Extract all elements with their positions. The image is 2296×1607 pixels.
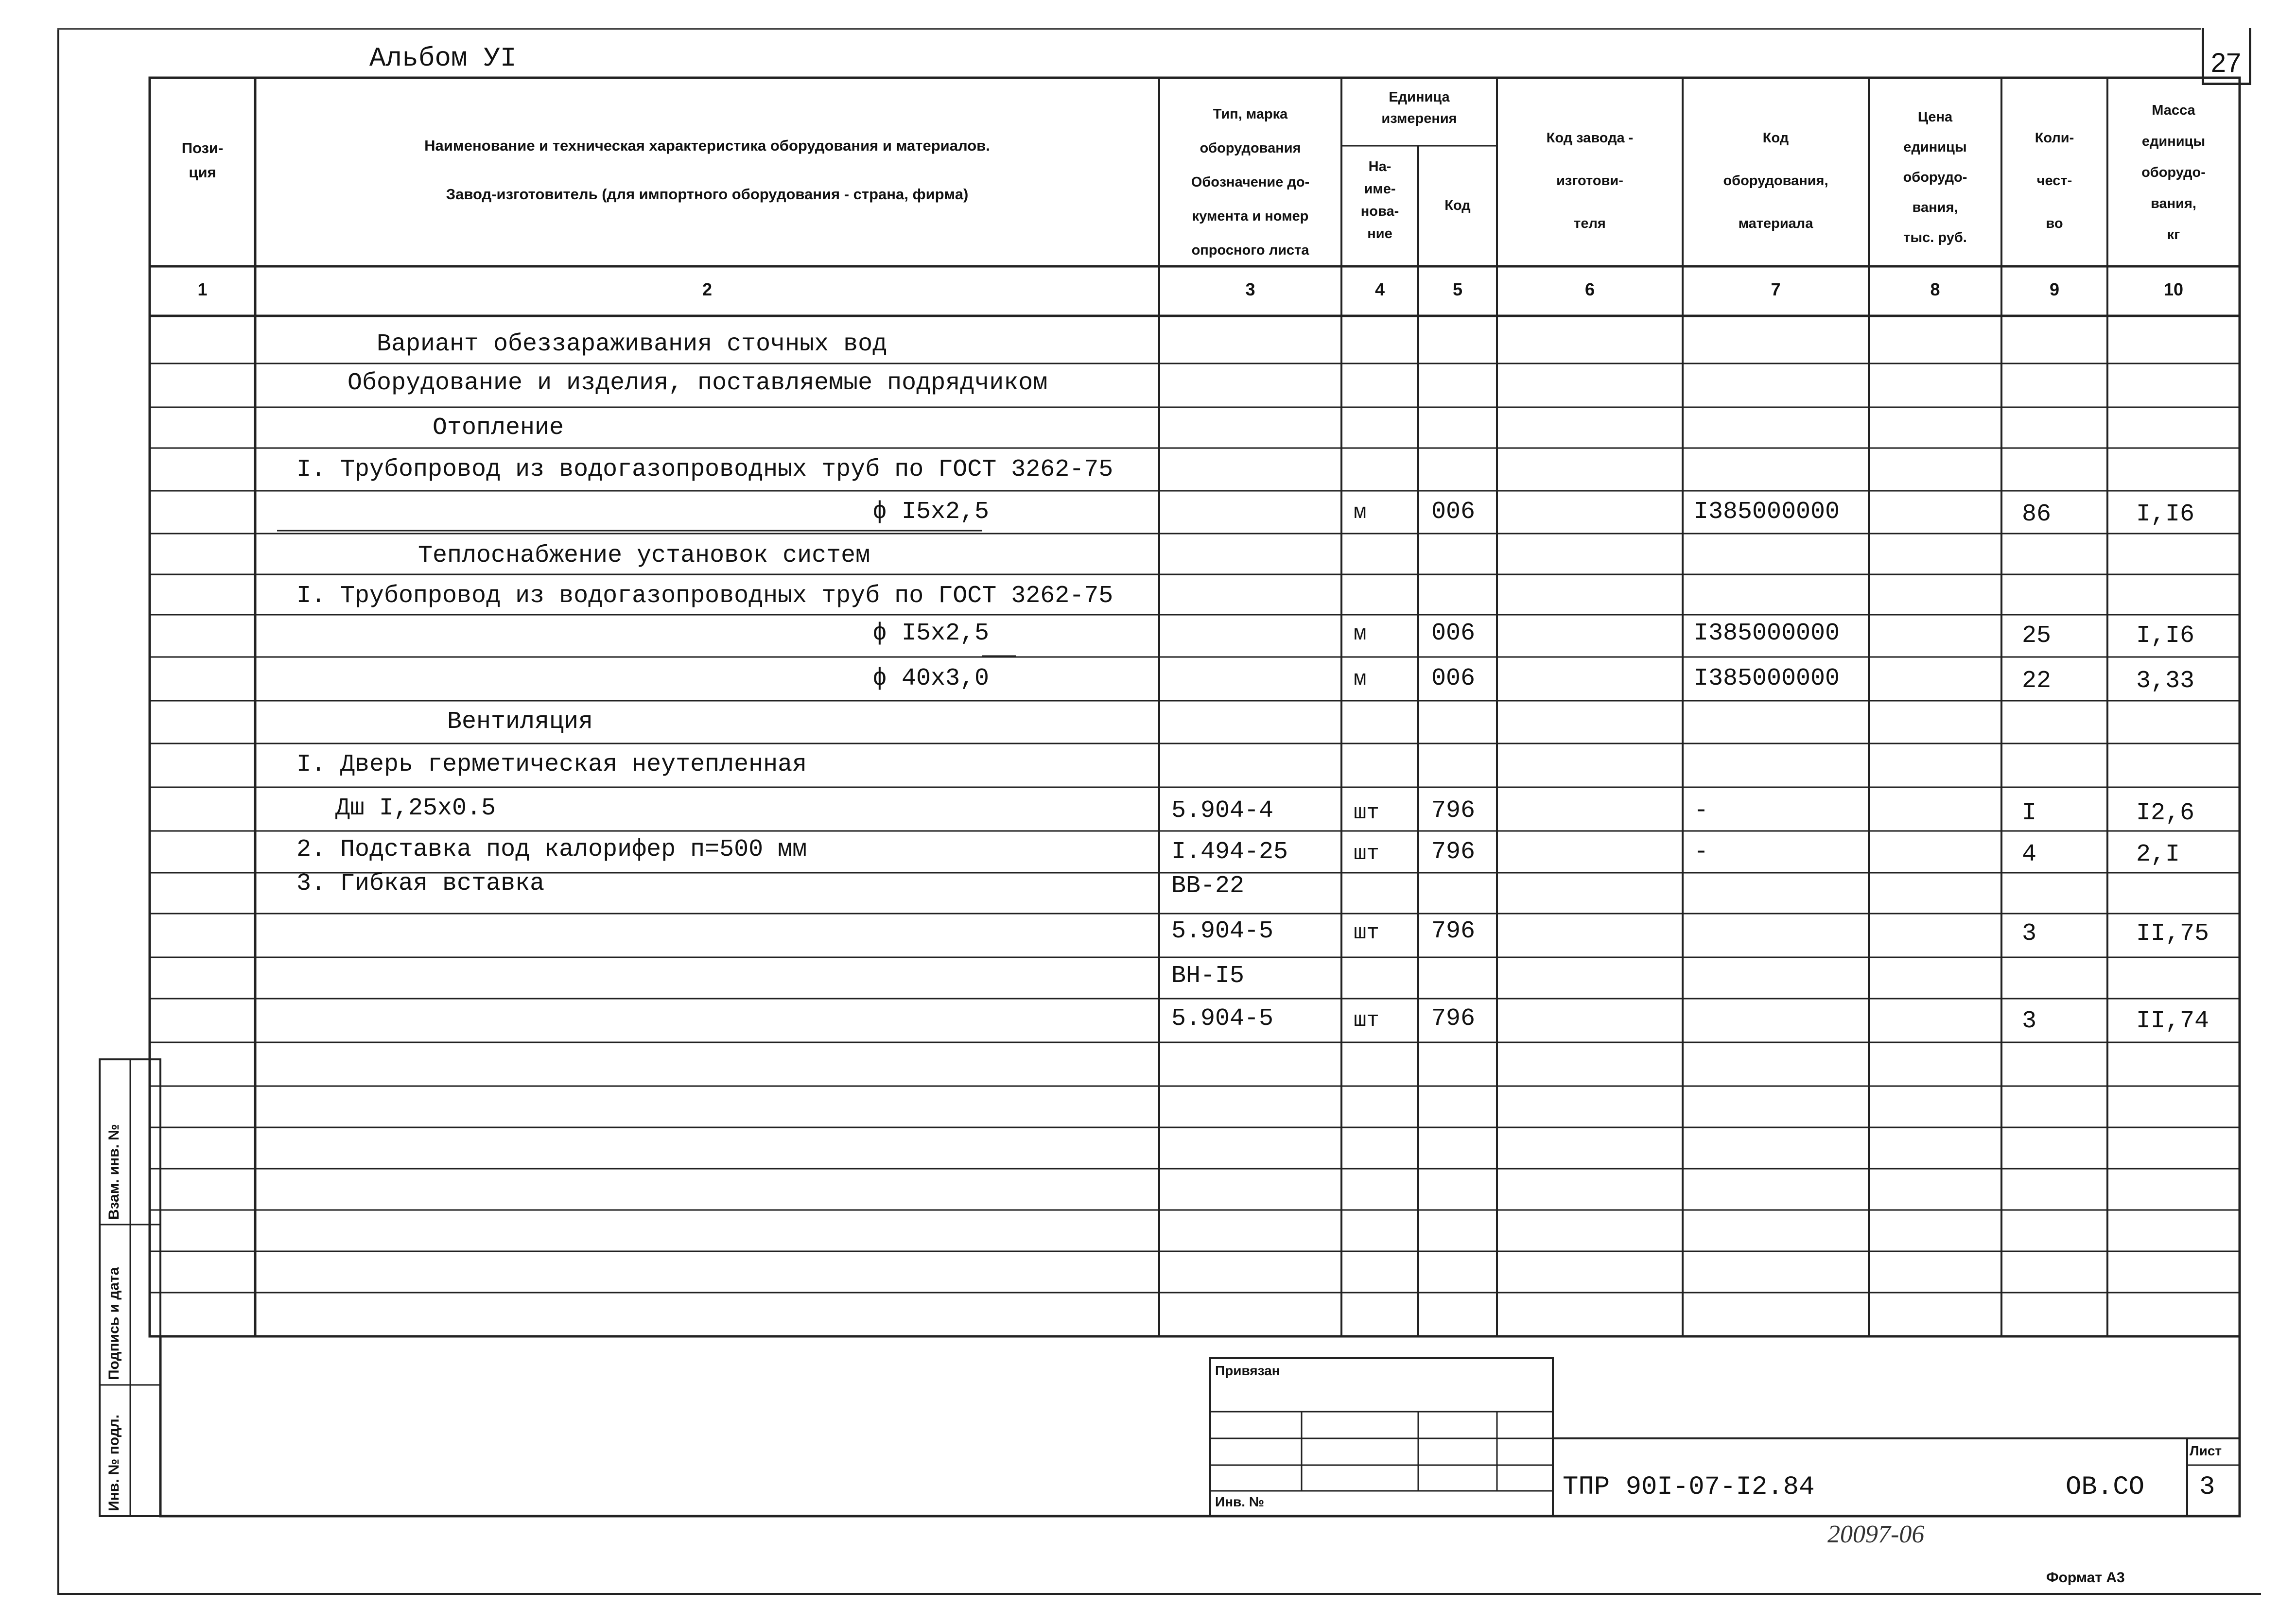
sheet-number: 27 <box>2210 47 2242 78</box>
header-price: Цена единицы оборудо- вания, тыс. руб. <box>1903 109 1967 245</box>
row-name: ϕ 40x3,0 <box>872 665 990 692</box>
column-number: 7 <box>1771 279 1781 299</box>
header-unit-code: Код <box>1444 198 1471 213</box>
header-factory-code: Код завода - изготови- теля <box>1546 130 1634 231</box>
row-qty: 25 <box>2022 622 2052 650</box>
handwritten-number: 20097-06 <box>1827 1521 1925 1548</box>
row-mass: 2,I <box>2136 841 2180 868</box>
row-mass: II,74 <box>2136 1007 2209 1035</box>
row-mass: II,75 <box>2136 920 2209 948</box>
column-number: 2 <box>702 279 713 299</box>
row-mass: 3,33 <box>2136 667 2195 695</box>
row-qty: 4 <box>2022 841 2037 868</box>
header-type: Тип, марка оборудования Обозначение до- кумента и номер опросного листа <box>1191 106 1310 258</box>
column-number: 3 <box>1245 279 1255 299</box>
row-type: ВН-I5 <box>1171 962 1245 990</box>
row-code: I385000000 <box>1694 620 1840 647</box>
header-mass: Масса единицы оборудо- вания, кг <box>2141 103 2206 242</box>
row-unit: шт <box>1354 801 1379 825</box>
row-unit: шт <box>1354 921 1379 945</box>
row-type: 5.904-5 <box>1171 917 1274 945</box>
document-code: ТПР 90I-07-I2.84 <box>1563 1472 1815 1502</box>
row-unit-code: 796 <box>1431 1005 1476 1033</box>
header-unit-name: На- име- нова- ние <box>1360 159 1399 242</box>
row-code: - <box>1694 838 1709 866</box>
header-position: Пози- ция <box>181 139 224 181</box>
row-qty: 22 <box>2022 667 2052 695</box>
sidebar-inv-original: Инв. № подл. <box>106 1414 122 1511</box>
row-unit: шт <box>1354 842 1379 866</box>
row-name: Теплоснабжение установок систем <box>418 542 870 570</box>
row-name: 3. Гибкая вставка <box>296 870 545 898</box>
row-type: 5.904-4 <box>1171 797 1274 825</box>
sheet-value: 3 <box>2199 1472 2215 1502</box>
row-name: 2. Подставка под калорифер п=500 мм <box>296 836 807 864</box>
header-unit-group: Единица измерения <box>1381 89 1457 126</box>
column-number: 4 <box>1374 279 1385 299</box>
row-qty: 86 <box>2022 501 2052 528</box>
column-number: 9 <box>2049 279 2060 299</box>
row-name: I. Дверь герметическая неутепленная <box>296 751 807 778</box>
column-number: 8 <box>1930 279 1940 299</box>
album-title: Альбом УI <box>369 43 517 74</box>
row-unit-code: 796 <box>1431 838 1476 866</box>
row-mass: I,I6 <box>2136 622 2195 650</box>
row-name: Отопление <box>433 414 564 442</box>
row-name: Вариант обеззараживания сточных вод <box>377 330 887 358</box>
stamp-inv-label: Инв. № <box>1215 1494 1265 1509</box>
row-qty: I <box>2022 799 2037 827</box>
row-type: I.494-25 <box>1171 838 1288 866</box>
column-number: 6 <box>1584 279 1595 299</box>
row-unit-code: 006 <box>1431 620 1476 647</box>
row-name: I. Трубопровод из водогазопроводных труб по ГОСТ 3262-75 <box>296 582 1113 610</box>
row-name: ϕ I5x2,5 <box>872 620 990 647</box>
column-number: 1 <box>197 279 208 299</box>
row-qty: 3 <box>2022 920 2037 948</box>
sheet-label: Лист <box>2190 1443 2222 1458</box>
row-code: I385000000 <box>1694 498 1840 526</box>
row-code: I385000000 <box>1694 665 1840 692</box>
document-section: ОВ.СО <box>2066 1472 2145 1502</box>
sidebar-signature-date: Подпись и дата <box>106 1267 122 1380</box>
row-name: Дш I,25x0.5 <box>335 795 496 822</box>
row-type: 5.904-5 <box>1171 1005 1274 1033</box>
row-unit-code: 006 <box>1431 498 1476 526</box>
column-number: 10 <box>2163 279 2184 299</box>
row-unit-code: 006 <box>1431 665 1476 692</box>
row-name: Оборудование и изделия, поставляемые подрядчиком <box>348 369 1048 397</box>
row-mass: I2,6 <box>2136 799 2195 827</box>
row-mass: I,I6 <box>2136 501 2195 528</box>
sidebar-replaced-inv: Взам. инв. № <box>106 1124 122 1220</box>
row-name: I. Трубопровод из водогазопроводных труб по ГОСТ 3262-75 <box>296 456 1113 484</box>
row-unit: м <box>1354 622 1367 646</box>
row-unit: м <box>1354 501 1367 525</box>
row-code: - <box>1694 797 1709 825</box>
header-quantity: Коли- чест- во <box>2035 130 2074 231</box>
row-name: Вентиляция <box>447 708 593 736</box>
row-unit-code: 796 <box>1431 917 1476 945</box>
row-unit: м <box>1354 667 1367 691</box>
row-type: ВВ-22 <box>1171 872 1245 900</box>
header-name: Наименование и техническая характеристика оборудования и материалов. Завод-изготовитель (для импортного оборудования - страна, фирма) <box>424 137 990 203</box>
paper-format: Формат А3 <box>2046 1570 2125 1586</box>
row-unit-code: 796 <box>1431 797 1476 825</box>
row-unit: шт <box>1354 1008 1379 1033</box>
header-equipment-code: Код оборудования, материала <box>1723 130 1828 231</box>
column-number: 5 <box>1452 279 1463 299</box>
stamp-linked-label: Привязан <box>1215 1363 1280 1378</box>
row-qty: 3 <box>2022 1007 2037 1035</box>
row-name: ϕ I5x2,5 <box>872 498 990 526</box>
